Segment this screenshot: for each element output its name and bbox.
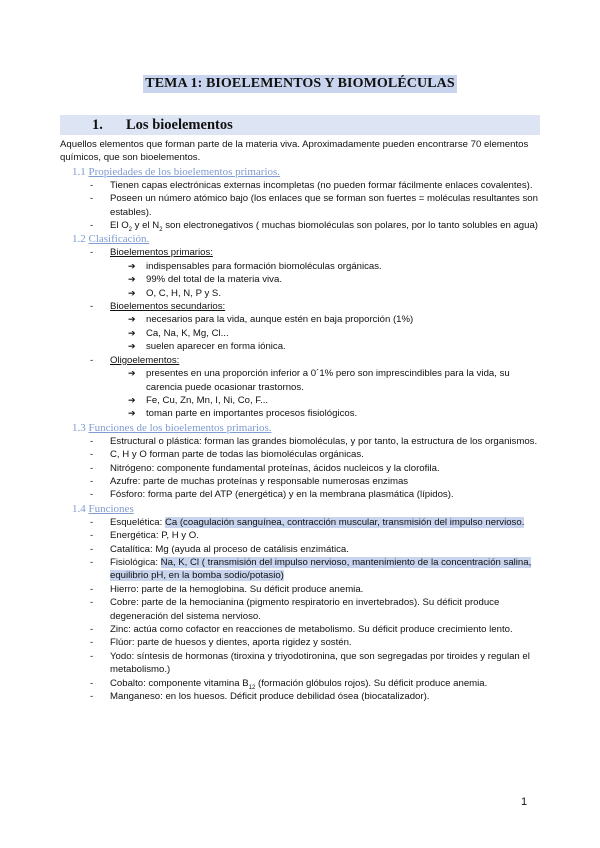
- arrow-item: ➔ indispensables para formación biomoléculas orgánicas.: [110, 260, 540, 273]
- subheading-1-2: [72, 232, 540, 246]
- arrow-item: ➔ O, C, H, N, P y S.: [110, 287, 540, 300]
- text-part: (formación glóbulos rojos). Su déficit produce anemia.: [255, 677, 488, 689]
- arrow-item: ➔ 99% del total de la materia viva.: [110, 273, 540, 286]
- list-item: - Flúor: parte de huesos y dientes, aporta rigidez y sostén.: [60, 636, 540, 649]
- list-1-1: [60, 179, 540, 233]
- list-item: [60, 300, 540, 354]
- subheading-label: Funciones: [88, 502, 134, 515]
- subheading-label: Funciones de los bioelementos primarios.: [88, 421, 272, 434]
- list-item: - Tienen capas electrónicas externas incompletas (no pueden formar fácilmente enlaces covalentes).: [60, 179, 540, 192]
- text-part: Fisiológica:: [110, 556, 161, 568]
- arrow-item: ➔ suelen aparecer en forma iónica.: [110, 340, 540, 353]
- list-item: - Energética: P, H y O.: [60, 529, 540, 542]
- text-part: Esquelética:: [110, 516, 165, 528]
- subheading-number: 1.2: [72, 233, 86, 246]
- subscript: 2: [128, 226, 133, 233]
- group-label: Bioelementos secundarios:: [110, 301, 226, 313]
- group-label: Oligoelementos:: [110, 354, 180, 366]
- list-item: [60, 556, 540, 583]
- page-number: 1: [521, 796, 528, 808]
- section-label: Los bioelementos: [126, 117, 233, 133]
- subheading-label: Clasificación.: [88, 233, 150, 246]
- list-item: [60, 516, 540, 529]
- subheading-1-4: [72, 502, 540, 516]
- list-item: - Cobre: parte de la hemocianina (pigmento respiratorio en invertebrados). Su déficit produce degeneración del sistema nervioso.: [60, 596, 540, 623]
- text-part: Cobalto: componente vitamina B: [110, 677, 249, 689]
- list-item: - C, H y O forman parte de todas las biomoléculas orgánicas.: [60, 448, 540, 461]
- list-item: - Manganeso: en los huesos. Déficit produce debilidad ósea (biocatalizador).: [60, 690, 540, 703]
- list-item: - Estructural o plástica: forman las grandes biomoléculas, y por tanto, la estructura de los organismos.: [60, 435, 540, 448]
- group-label: Bioelementos primarios:: [110, 247, 213, 259]
- list-item: [60, 246, 540, 300]
- arrow-item: ➔ Ca, Na, K, Mg, Cl...: [110, 327, 540, 340]
- list-1-4: [60, 516, 540, 704]
- highlighted-text: Ca (coagulación sanguínea, contracción muscular, transmisión del impulso nervioso.: [164, 516, 525, 528]
- list-item: - Nitrógeno: componente fundamental proteínas, ácidos nucleicos y la clorofila.: [60, 462, 540, 475]
- list-item: - Catalítica: Mg (ayuda al proceso de catálisis enzimática.: [60, 543, 540, 556]
- highlighted-text: Na, K, Cl ( transmisión del impulso nervioso, mantenimiento de la concentración salina, equilibrio pH, en la bomba sodio/potasio): [110, 556, 532, 582]
- list-item: [60, 219, 540, 232]
- text-part: son electronegativos ( muchas biomoléculas son polares, por lo tanto solubles en agua): [162, 220, 539, 232]
- arrow-item: ➔ necesarios para la vida, aunque estén en baja proporción (1%): [110, 313, 540, 326]
- list-item: - Fósforo: forma parte del ATP (energética) y en la membrana plasmática (lípidos).: [60, 488, 540, 501]
- section-heading: [60, 115, 540, 135]
- subscript: 2: [159, 226, 163, 233]
- section-number: 1.: [92, 117, 103, 133]
- list-item: [60, 354, 540, 421]
- arrow-item: ➔ Fe, Cu, Zn, Mn, I, Ni, Co, F...: [110, 394, 540, 407]
- subheading-number: 1.1: [72, 165, 86, 178]
- arrow-list: [110, 313, 540, 353]
- subheading-label: Propiedades de los bioelementos primarios.: [88, 165, 281, 178]
- text-part: y el N: [132, 220, 160, 232]
- list-item: - Zinc: actúa como cofactor en reacciones de metabolismo. Su déficit produce crecimiento lento.: [60, 623, 540, 636]
- content: [60, 138, 540, 703]
- arrow-list: [110, 260, 540, 300]
- subscript: 12: [248, 684, 256, 691]
- list-item: - Yodo: síntesis de hormonas (tiroxina y triyodotironina, que son segregadas por tiroides y regulan el metabolismo.): [60, 650, 540, 677]
- list-item: - Azufre: parte de muchas proteínas y responsable numerosas enzimas: [60, 475, 540, 488]
- list-1-3: [60, 435, 540, 502]
- subheading-1-3: [72, 421, 540, 435]
- list-item: [60, 677, 540, 690]
- list-item: - Poseen un número atómico bajo (los enlaces que se forman son fuertes = moléculas resultantes son estables).: [60, 192, 540, 219]
- document-title: TEMA 1: BIOELEMENTOS Y BIOMOLÉCULAS: [145, 76, 455, 91]
- list-1-2: [60, 246, 540, 420]
- arrow-item: ➔ presentes en una proporción inferior a 0´1% pero son imprescindibles para la vida, su carencia puede ocasionar trastornos.: [110, 367, 540, 394]
- subheading-number: 1.4: [72, 502, 86, 515]
- subheading-number: 1.3: [72, 421, 86, 434]
- arrow-item: ➔ toman parte en importantes procesos fisiológicos.: [110, 407, 540, 420]
- intro-paragraph: Aquellos elementos que forman parte de la materia viva. Aproximadamente pueden encontrarse 70 elementos químicos, que son bioelementos.: [60, 139, 529, 164]
- arrow-list: [110, 367, 540, 421]
- list-item: - Hierro: parte de la hemoglobina. Su déficit produce anemia.: [60, 583, 540, 596]
- text-part: El O: [110, 220, 129, 232]
- title-wrap: [0, 74, 600, 93]
- subheading-1-1: [72, 165, 540, 179]
